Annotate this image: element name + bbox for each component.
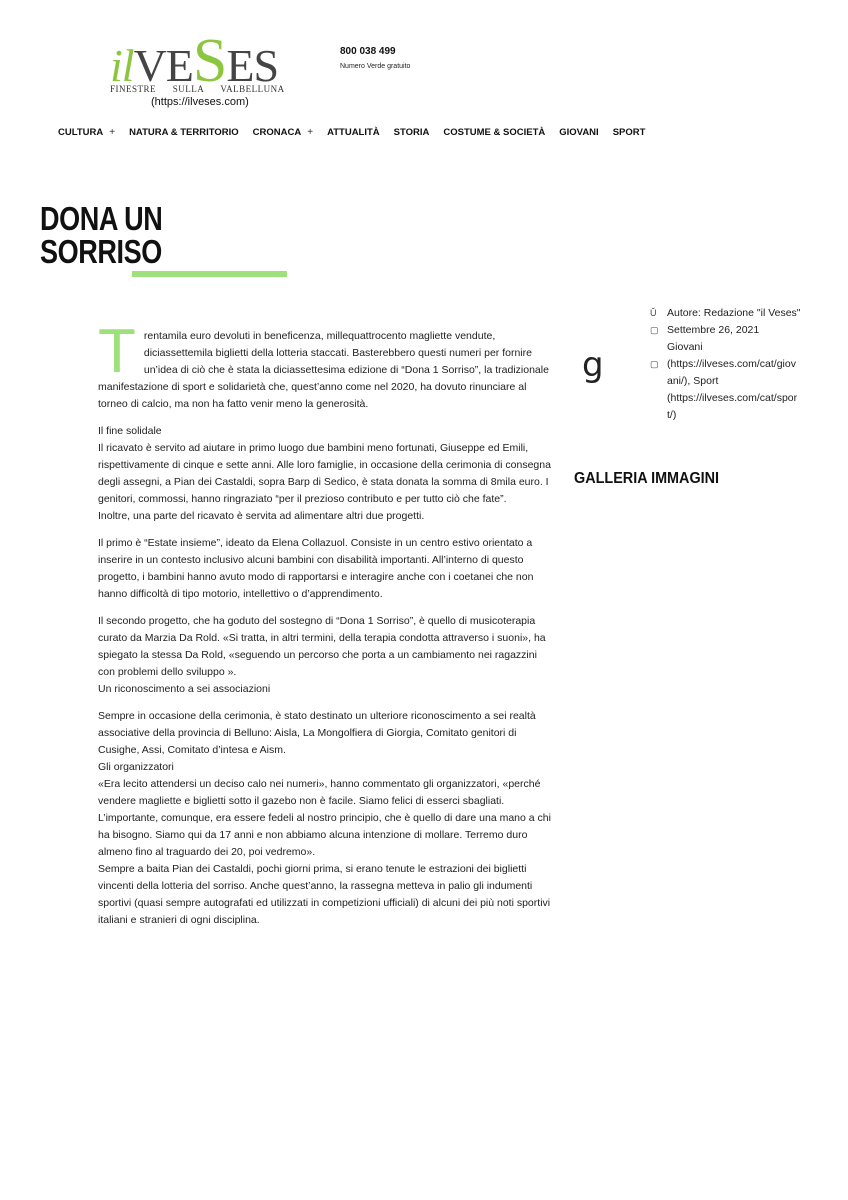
meta-text[interactable]: Autore: Redazione "il Veses" — [667, 307, 801, 319]
meta-date — [650, 322, 810, 339]
article-paragraph: Il fine solidale Il ricavato è servito ad aiutare in primo luogo due bambini meno fortunati, Giuseppe ed Emili, rispettivamente di cinque e sette anni. Alle loro famiglie, in occasione della cerimonia di consegna degli assegni, a Pian dei Castaldi, sopra Barp di Sedico, è stata donata la somma di 8mila euro. I genitori, commossi, hanno ringraziato “per il prezioso contributo e per tutto ciò che fate”. Inoltre, una parte del ricavato è servita ad alimentare altri due progetti. — [98, 425, 551, 522]
phone-note: Numero Verde gratuito — [340, 63, 411, 70]
logo-subtitle: FINESTRE SULLA VALBELLUNA — [110, 84, 285, 94]
category-link-sport[interactable]: (https://ilveses.com/cat/spor t/) — [667, 392, 798, 421]
logo-il: il — [110, 40, 134, 91]
plus-icon[interactable]: + — [109, 127, 116, 138]
spacer — [650, 390, 667, 424]
author-icon: Ǔ — [650, 308, 657, 318]
calendar-icon: ▢ — [650, 325, 659, 335]
plus-icon[interactable]: + — [307, 127, 314, 138]
phone-number[interactable]: 800 038 499 — [340, 46, 396, 57]
main-nav — [58, 127, 659, 138]
article-paragraph — [98, 317, 553, 413]
nav-item-natura[interactable] — [129, 127, 239, 138]
nav-label: GIOVANI — [559, 127, 599, 138]
article-paragraph: Sempre in occasione della cerimonia, è stato destinato un ulteriore riconoscimento a sei realtà associative della provincia di Belluno: Aisla, La Mongolfiera di Giorgia, Comitato genitori di Cusighe, Assi, Comitato d’intesa e Aism. Gli organizzatori «Era lecito attendersi un deciso calo nei numeri», hanno commentato gli organizzatori, «perché vendere magliette e biglietti sotto il gazebo non è facile. Siamo felici di esserci sbagliati. L’importante, comunque, era essere fedeli al nostro principio, che è quello di dare una mano a chi ha bisogno. Siamo qui da 17 anni e non abbiamo alcuna intenzione di mollare. Terremo duro almeno fino al traguardo dei 20, poi vedremo». Sempre a baita Pian dei Castaldi, pochi giorni prima, si erano tenute le estrazioni dei biglietti vincenti della lotteria del sorriso. Anche quest’anno, la rassegna metteva in palio gli indumenti sportivi (quasi sempre autografati ed utilizzati in competizioni ufficiali) di alcuni dei più noti sportivi italiani e stranieri di ogni disciplina. — [98, 710, 551, 926]
meta-author — [650, 305, 810, 322]
title-underline — [132, 271, 287, 277]
logo-es: ES — [226, 40, 279, 91]
article-body — [98, 317, 553, 939]
gallery-heading: GALLERIA IMMAGINI — [574, 470, 720, 487]
nav-item-cronaca[interactable] — [253, 127, 313, 138]
meta-categories-end — [650, 390, 810, 424]
nav-item-costume[interactable] — [443, 127, 545, 138]
logo-s: S — [192, 27, 227, 95]
nav-label: CULTURA — [58, 127, 104, 138]
article-paragraph: Il primo è “Estate insieme”, ideato da Elena Collazuol. Consiste in un centro estivo orientato a inserire in un contesto inclusivo alcuni bambini con disabilità importanti. All’interno di questo progetto, i bambini hanno avuto modo di rapportarsi e interagire anche con i coetanei che non hanno difficoltà di tipo motorio, intellettivo o d’apprendimento. — [98, 537, 534, 600]
nav-label: STORIA — [393, 127, 430, 138]
nav-item-cultura[interactable] — [58, 127, 115, 138]
page-title: DONA UN SORRISO — [40, 200, 163, 270]
nav-label: ATTUALITÀ — [327, 127, 380, 138]
paragraph-text: rentamila euro devoluti in beneficenza, millequattrocento magliette vendute, diciassettemila biglietti della lotteria staccati. Basterebbero questi numeri per fornire un’idea di ciò che è stata la diciassettesima edizione di “Dona 1 Sorriso”, la tradizionale manifestazione di sport e solidarietà che, quest’anno come nel 2020, ha dovuto rinunciare al torneo di calcio, ma non ha fatto venir meno la generosità. — [98, 330, 549, 410]
nav-item-sport[interactable] — [613, 127, 646, 138]
drop-cap: T — [98, 317, 136, 386]
nav-item-giovani[interactable] — [559, 127, 598, 138]
logo-url-link[interactable]: (https://ilveses.com) — [151, 96, 249, 108]
meta-text: Settembre 26, 2021 — [667, 324, 760, 336]
nav-item-attualita[interactable] — [327, 127, 380, 138]
article-paragraph: Il secondo progetto, che ha goduto del sostegno di “Dona 1 Sorriso”, è quello di musicoterapia curato da Marzia Da Rold. «Si tratta, in altri termini, della terapia condotta attraverso i suoni», ha spiegato la stessa Da Rold, «seguendo un percorso che porta a un cambiamento nei ragazzini con problemi dello sviluppo ». Un riconoscimento a sei associazioni — [98, 615, 546, 695]
nav-item-storia[interactable] — [394, 127, 430, 138]
folder-icon: ▢ — [650, 359, 659, 369]
logo-ve: VE — [133, 40, 193, 91]
category-links[interactable]: Giovani (https://ilveses.com/cat/giov ani/), Sport — [667, 341, 796, 387]
nav-label: SPORT — [612, 127, 646, 138]
post-meta — [650, 305, 810, 424]
nav-label: NATURA & TERRITORIO — [129, 127, 239, 138]
nav-label: CRONACA — [252, 127, 302, 138]
nav-label: COSTUME & SOCIETÀ — [443, 127, 546, 138]
meta-categories — [650, 339, 810, 390]
broken-image-icon: g — [582, 345, 604, 385]
